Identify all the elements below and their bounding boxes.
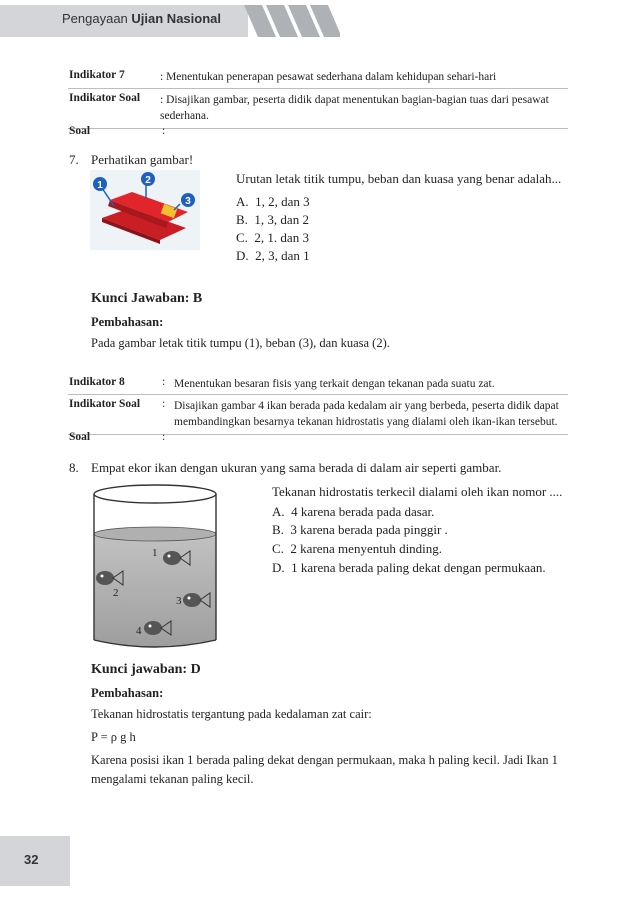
fish-label-1: 1: [152, 547, 158, 559]
q7-soal-colon: :: [162, 125, 166, 137]
q8-option-b: B. 3 karena berada pada pinggir .: [272, 522, 448, 537]
q7-indikator-soal-label: Indikator Soal: [69, 92, 141, 104]
q8-indikator-colon: :: [162, 376, 166, 388]
q8-answer-key: Kunci jawaban: D: [91, 662, 201, 677]
q8-number: 8.: [69, 460, 79, 475]
q8-formula: P = ρ g h: [91, 730, 136, 744]
header-title: [62, 11, 221, 26]
divider: [68, 128, 568, 129]
divider: [68, 88, 568, 89]
q7-indikator-label: Indikator 7: [69, 69, 125, 81]
q7-question: Perhatikan gambar!: [91, 152, 194, 167]
q8-option-d: D. 1 karena berada paling dekat dengan permukaan.: [272, 560, 546, 575]
header-title-bold: Ujian Nasional: [131, 11, 221, 26]
fish-label-4: 4: [136, 625, 142, 637]
divider: [68, 434, 568, 435]
q8-soal-colon: :: [162, 431, 166, 443]
q7-soal-label: Soal: [69, 125, 91, 137]
page-number: 32: [24, 852, 39, 867]
q8-option-c: C. 2 karena menyentuh dinding.: [272, 541, 443, 556]
q7-option-c: C. 2, 1. dan 3: [236, 230, 309, 245]
q7-indikator-soal-text: : Disajikan gambar, peserta didik dapat menentukan bagian-bagian tuas dari pesawat sederhana.: [160, 94, 549, 122]
q7-option-b: B. 1, 3, dan 2: [236, 212, 309, 227]
q8-indikator-text: Menentukan besaran fisis yang terkait dengan tekanan pada suatu zat.: [174, 378, 495, 390]
q7-indikator-text: : Menentukan penerapan pesawat sederhana dalam kehidupan sehari-hari: [160, 71, 497, 83]
q7-option-a: A. 1, 2, dan 3: [236, 194, 310, 209]
q7-prompt: Urutan letak titik tumpu, beban dan kuasa yang benar adalah...: [236, 171, 562, 186]
q7-option-d: D. 2, 3, dan 1: [236, 248, 310, 263]
aquarium-image: [89, 482, 221, 654]
stapler-label-2: 2: [145, 175, 151, 186]
q8-indikator-soal-text: Disajikan gambar 4 ikan berada pada kedalam air yang berbeda, peserta didik dapat membandingkan besarnya tekanan hidrostatis yang dialami oleh ikan-ikan tersebut.: [174, 400, 559, 428]
stapler-image: [90, 170, 200, 250]
fish-label-2: 2: [113, 587, 119, 599]
q8-pembahasan-label: Pembahasan:: [91, 686, 164, 700]
q8-soal-label: Soal: [69, 431, 91, 443]
stapler-label-1: 1: [97, 180, 103, 191]
q7-answer-key: Kunci Jawaban: B: [91, 291, 203, 306]
q7-number: 7.: [69, 152, 79, 167]
q8-indikator-label: Indikator 8: [69, 376, 125, 388]
q8-pembahasan-text-2: Karena posisi ikan 1 berada paling dekat dengan permukaan, maka h paling kecil. Jadi Ikan 1 mengalami tekanan paling kecil.: [91, 753, 558, 786]
header-stripes-decoration: [244, 5, 340, 37]
stapler-label-3: 3: [185, 196, 191, 207]
q7-pembahasan-text: Pada gambar letak titik tumpu (1), beban (3), dan kuasa (2).: [91, 336, 390, 350]
header-title-light: Pengayaan: [62, 11, 128, 26]
q8-option-a: A. 4 karena berada pada dasar.: [272, 504, 435, 519]
q8-indikator-soal-colon: :: [162, 398, 166, 410]
fish-label-3: 3: [176, 595, 182, 607]
q7-pembahasan-label: Pembahasan:: [91, 315, 164, 329]
divider: [68, 394, 568, 395]
q8-prompt: Tekanan hidrostatis terkecil dialami oleh ikan nomor ....: [272, 484, 563, 499]
q8-indikator-soal-label: Indikator Soal: [69, 398, 141, 410]
q8-question: Empat ekor ikan dengan ukuran yang sama berada di dalam air seperti gambar.: [91, 460, 502, 475]
q8-pembahasan-text-1: Tekanan hidrostatis tergantung pada kedalaman zat cair:: [91, 707, 372, 721]
